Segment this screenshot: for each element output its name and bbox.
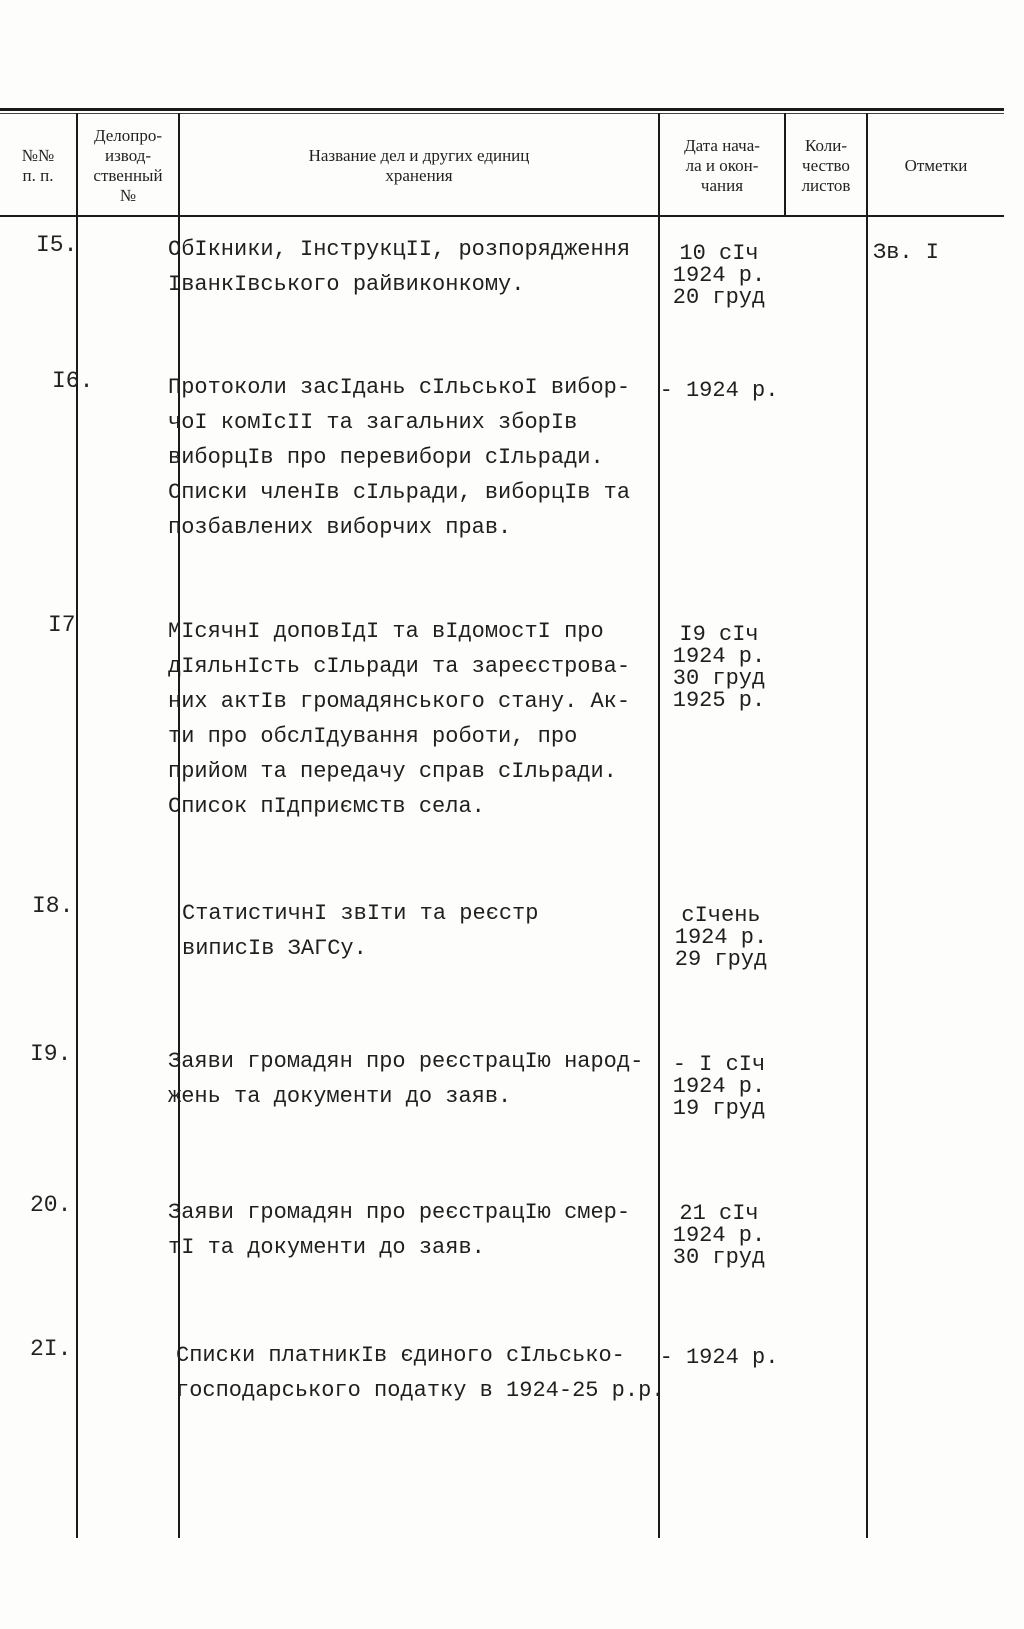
header-notes: Отметки (904, 155, 968, 175)
row-dates: 21 сІч 1924 р. 30 груд (672, 1201, 766, 1270)
header-sheets: Коли- чество листов (801, 135, 851, 195)
row-title: Заяви громадян про реєстрацІю смер- тІ та документи до заяв. (168, 1200, 631, 1260)
row-title: ОбІкники, ІнструкцІІ, розпорядження ІванкІвського райвиконкому. (168, 237, 631, 297)
header-title: Название дел и других единиц хранения (308, 145, 530, 185)
row-number: I7 (48, 612, 76, 638)
row-dates: сІчень 1924 р. 29 груд (674, 903, 768, 972)
row-dates: - 1924 р. (659, 1345, 779, 1370)
header-dates: Дата нача- ла и окон- чания (684, 135, 760, 195)
header-number: №№ п. п. (21, 145, 55, 185)
row-dates: - I сІч 1924 р. 19 груд (672, 1052, 766, 1121)
column-divider-5 (866, 113, 868, 1538)
column-divider-1 (76, 113, 78, 1538)
column-divider-3 (658, 113, 660, 1538)
top-rule (0, 108, 1004, 111)
row-dates: I9 сІч 1924 р. 30 груд 1925 р. (672, 622, 766, 713)
row-title: Списки платникІв єдиного сІльсько- господарського податку в 1924-25 р.р. (176, 1343, 665, 1403)
row-title: СтатистичнІ звІти та реєстр виписІв ЗАГСу. (182, 901, 539, 961)
row-number: I8. (32, 893, 74, 919)
row-number: I6. (52, 368, 94, 394)
row-title: МІсячнІ доповІдІ та вІдомостІ про дІяльнІсть сІльради та зареєстрова- них актІв громадянського стану. Ак- ти про обслІдування роботи, про прийом та передачу справ сІльради. Список пІдприємств села. (168, 619, 631, 819)
header-office-number: Делопро- извод- ственный № (93, 125, 163, 205)
row-dates: 10 сІч 1924 р. 20 груд (672, 241, 766, 310)
row-title: Заяви громадян про реєстрацІю народ- жень та документи до заяв. (168, 1049, 644, 1109)
header-bottom-rule (0, 215, 1004, 217)
row-dates: - 1924 р. (659, 378, 779, 403)
row-title: Протоколи засІдань сІльськоІ вибор- чоІ комІсІІ та загальних зборІв виборцІв про перевибори сІльради. Списки членІв сІльради, виборцІв та позбавлених виборчих прав. (168, 375, 631, 540)
row-note: Зв. I (873, 240, 940, 265)
row-number: I9. (30, 1041, 72, 1067)
column-divider-2 (178, 113, 180, 1538)
row-number: 20. (30, 1192, 72, 1218)
row-number: I5. (36, 232, 78, 258)
row-number: 2I. (30, 1336, 72, 1362)
top-rule-thin (0, 113, 1004, 114)
